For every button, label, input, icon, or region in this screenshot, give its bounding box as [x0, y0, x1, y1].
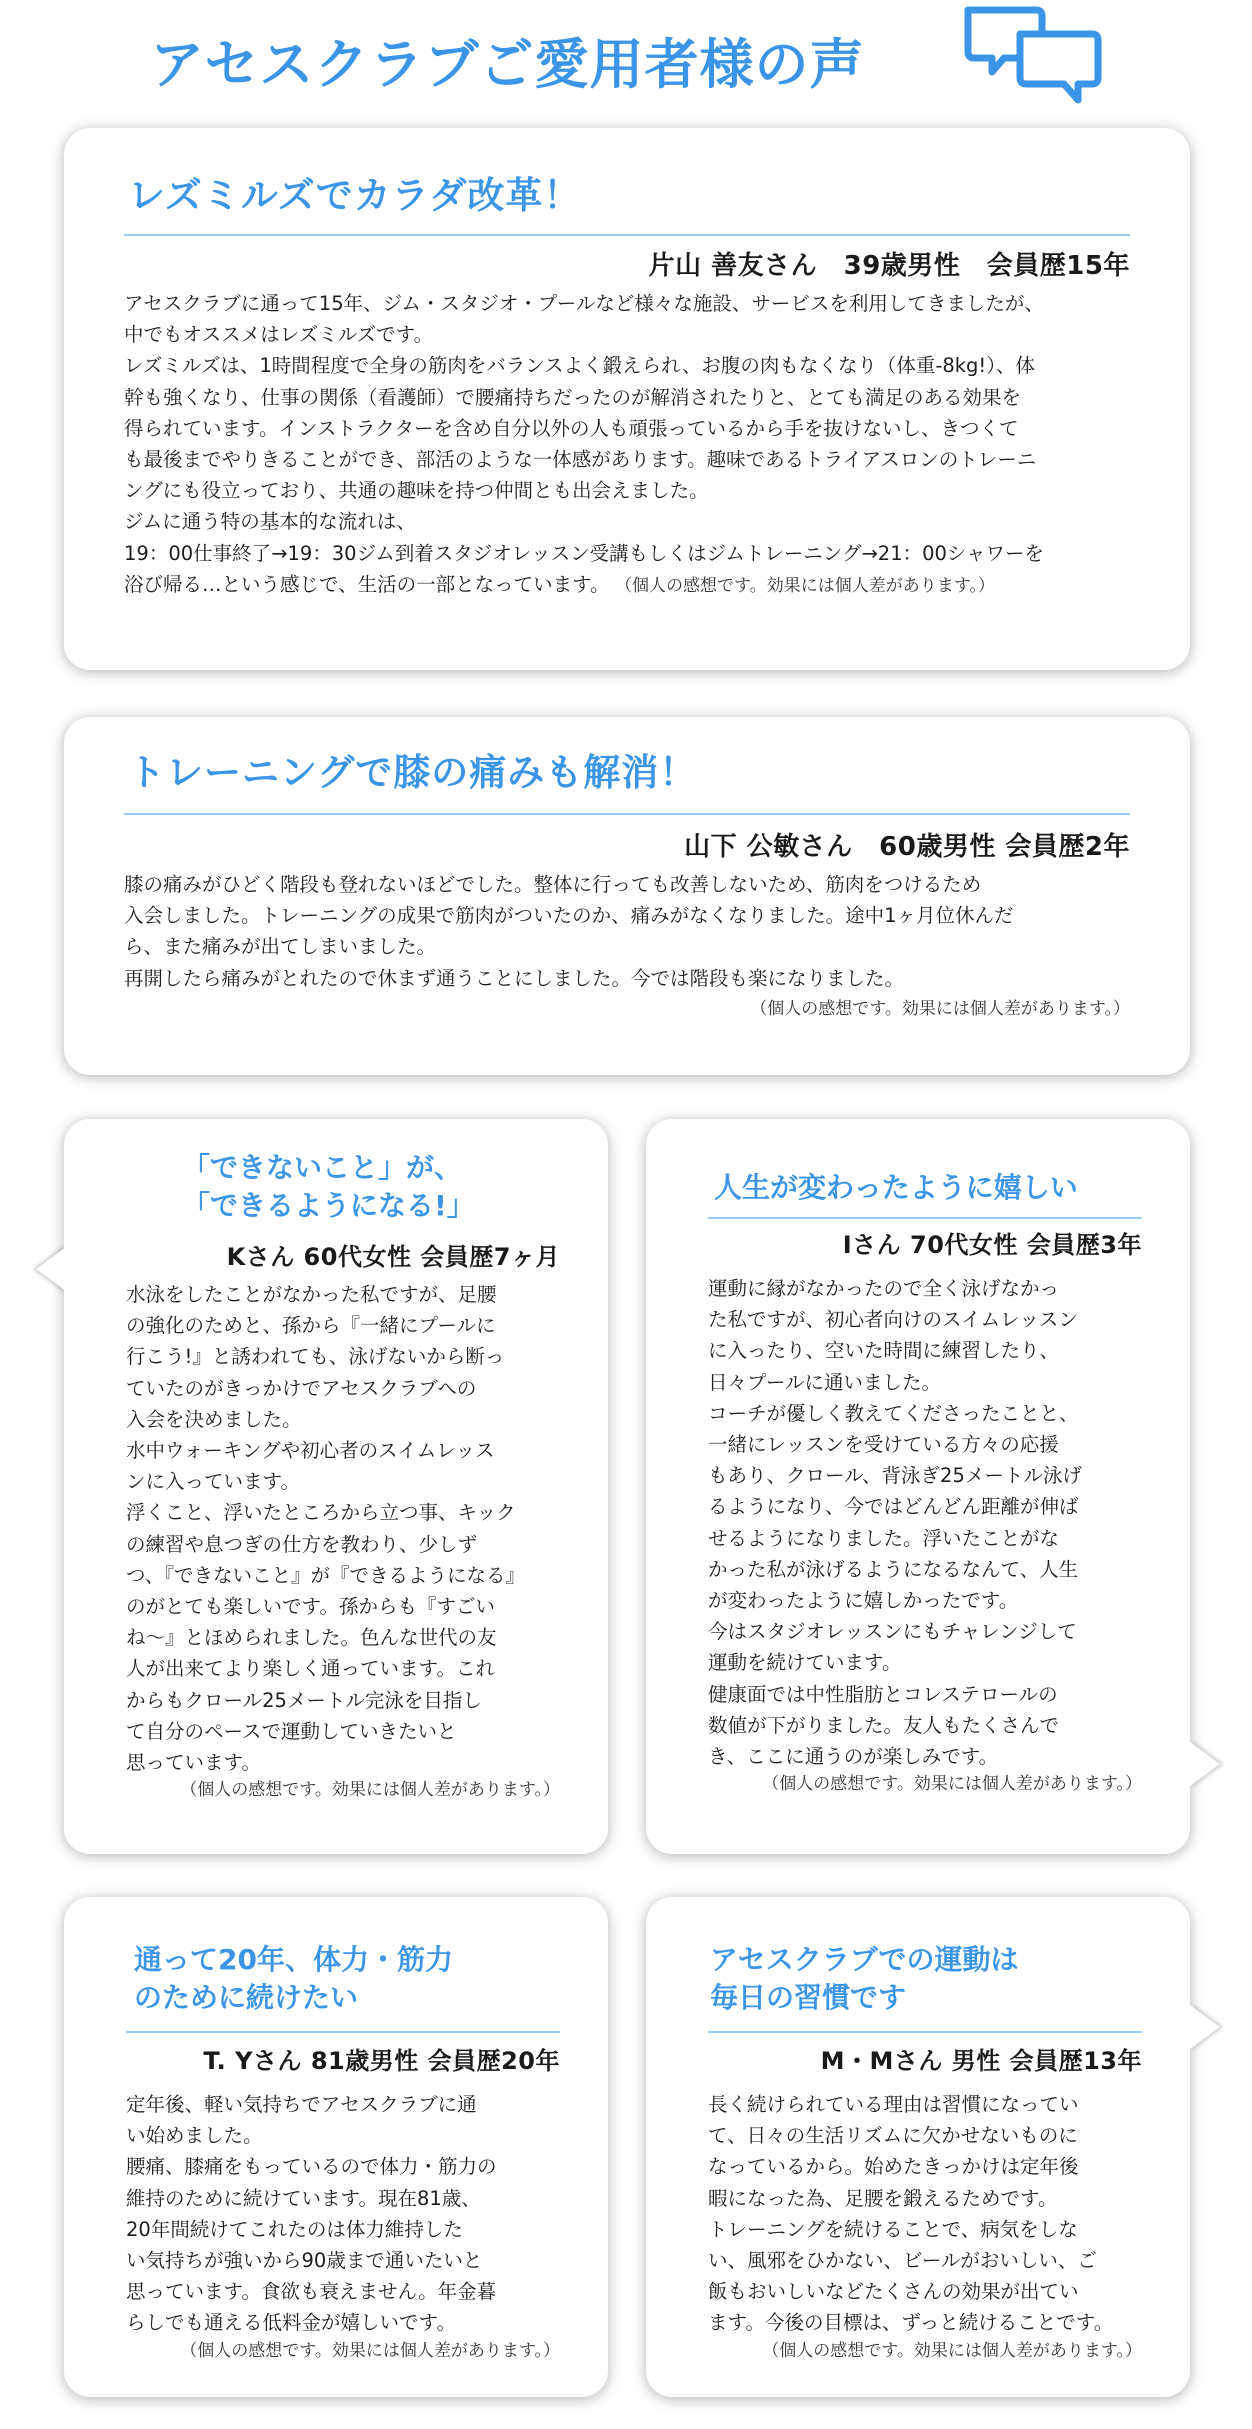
member-info: Kさん 60代女性 会員歴7ヶ月 [226, 1243, 560, 1271]
testimonial-card [646, 1119, 1190, 1854]
testimonial-title: レズミルズでカラダ改革！ [128, 174, 582, 217]
speech-bubbles-icon [964, 4, 1104, 108]
title-divider [708, 2031, 1142, 2033]
title-divider [124, 234, 1130, 236]
disclaimer: （個人の感想です。効果には個人差があります。） [762, 2340, 1142, 2361]
title-divider [708, 1217, 1142, 1219]
testimonial-title: 「できないこと」が、 「できるようになる!」 [182, 1151, 475, 1222]
title-divider [126, 2031, 560, 2033]
testimonial-text: 運動に縁がなかったので全く泳げなかっ た私ですが、初心者向けのスイムレッスン に入ったり、空いた時間に練習したり、 日々プールに通いました。 コーチが優しく教えてくださったことと、 一緒にレッスンを受けている方々の応援 もあり、クロール、背泳ぎ25メートル泳げ るようになり、今ではどんどん距離が伸ば せるようになりました。浮いたことがな かった私が泳げるようになるなんて、人生 が変わったように嬉しかったです。 今はスタジオレッスンにもチャレンジして 運動を続けています。 健康面では中性脂肪とコレステロールの 数値が下がりました。友人もたくさんで き、ここに通うのが楽しみです。 [708, 1277, 1082, 1769]
disclaimer: （個人の感想です。効果には個人差があります。） [762, 1774, 1142, 1795]
member-info: Iさん 70代女性 会員歴3年 [842, 1231, 1142, 1259]
testimonial-card [646, 1897, 1190, 2397]
speech-pointer [1190, 2005, 1220, 2049]
title-divider [124, 813, 1130, 815]
testimonial-card [64, 1119, 608, 1854]
member-info: M・Mさん 男性 会員歴13年 [820, 2047, 1142, 2075]
disclaimer: （個人の感想です。効果には個人差があります。） [623, 575, 995, 596]
member-info: 片山 善友さん 39歳男性 会員歴15年 [648, 251, 1130, 281]
testimonial-card [64, 717, 1190, 1075]
testimonial-text: 定年後、軽い気持ちでアセスクラブに通 い始めました。 腰痛、膝痛をもっているので体力・筋力の 維持のために続けています。現在81歳、 20年間続けてこれたのは体力維持した い気持ちが強いから90歳まで通いたいと 思っています。食欲も衰えません。年金暮 らしでも通える低料金が嬉しいです。 [126, 2093, 497, 2335]
testimonial-card [64, 1897, 608, 2397]
testimonial-text: 長く続けられている理由は習慣になってい て、日々の生活リズムに欠かせないものに なっているから。始めたきっかけは定年後 暇になった為、足腰を鍛えるためです。 トレーニングを続けることで、病気をしな い、風邪をひかない、ビールがおいしい、ご 飯もおいしいなどたくさんの効果が出てい ます。今後の目標は、ずっと続けることです。 [708, 2093, 1114, 2335]
testimonial-title: 人生が変わったように嬉しい [714, 1171, 1078, 1204]
disclaimer: （個人の感想です。効果には個人差があります。） [180, 1780, 560, 1801]
member-info: 山下 公敏さん 60歳男性 会員歴2年 [684, 832, 1130, 862]
testimonial-title: 通って20年、体力・筋力 のために続けたい [134, 1943, 453, 2014]
testimonial-title: アセスクラブでの運動は 毎日の習慣です [710, 1943, 1019, 2014]
testimonial-body [124, 288, 1130, 602]
speech-pointer [1190, 1742, 1220, 1786]
testimonial-title: トレーニングで膝の痛みも解消！ [128, 751, 698, 794]
page-title: アセスクラブご愛用者様の声 [150, 33, 865, 96]
testimonial-text: アセスクラブに通って15年、ジム・スタジオ・プールなど様々な施設、サービスを利用してきましたが、 中でもオススメはレズミルズです。 レズミルズは、1時間程度で全身の筋肉をバランスよく鍛えられ、お腹の肉もなくなり（体重-8kg!）、体 幹も強くなり、仕事の関係（看護師）で腰痛持ちだったのが解消されたりと、とても満足のある効果を 得られています。インストラクターを含め自分以外の人も頑張っているから手を抜けないし、きつくて も最後までやりきることができ、部活のような一体感があります。趣味であるトライアスロンのトレーニ ングにも役立っており、共通の趣味を持つ仲間とも出会えました。 ジムに通う特の基本的な流れは、 19：00仕事終了→19：30ジム到着スタジオレッスン受講もしくはジムトレーニング→21：00シャワーを 浴び帰る…という感じで、生活の一部となっています。 [124, 292, 1045, 596]
testimonial-text: 膝の痛みがひどく階段も登れないほどでした。整体に行っても改善しないため、筋肉をつけるため 入会しました。トレーニングの成果で筋肉がついたのか、痛みがなくなりました。途中1ヶ月位休んだ ら、また痛みが出てしまいました。 再開したら痛みがとれたので休まず通うことにしました。今では階段も楽になりました。 [124, 873, 1014, 990]
disclaimer: （個人の感想です。効果には個人差があります。） [750, 998, 1130, 1019]
disclaimer: （個人の感想です。効果には個人差があります。） [180, 2340, 560, 2361]
testimonial-text: 水泳をしたことがなかった私ですが、足腰 の強化のためと、孫から『一緒にプールに 行こう!』と誘われても、泳げないから断っ ていたのがきっかけでアセスクラブへの 入会を決めました。 水中ウォーキングや初心者のスイムレッス ンに入っています。 浮くこと、浮いたところから立つ事、キック の練習や息つぎの仕方を教わり、少しず つ、『できないこと』が『できるようになる』 のがとても楽しいです。孫からも『すごい ね〜』とほめられました。色んな世代の友 人が出来てより楽しく通っています。これ からもクロール25メートル完泳を目指し て自分のペースで運動していきたいと 思っています。 [126, 1283, 525, 1775]
speech-pointer [36, 1247, 66, 1291]
testimonial-card [64, 128, 1190, 670]
member-info: T. Yさん 81歳男性 会員歴20年 [203, 2047, 560, 2075]
